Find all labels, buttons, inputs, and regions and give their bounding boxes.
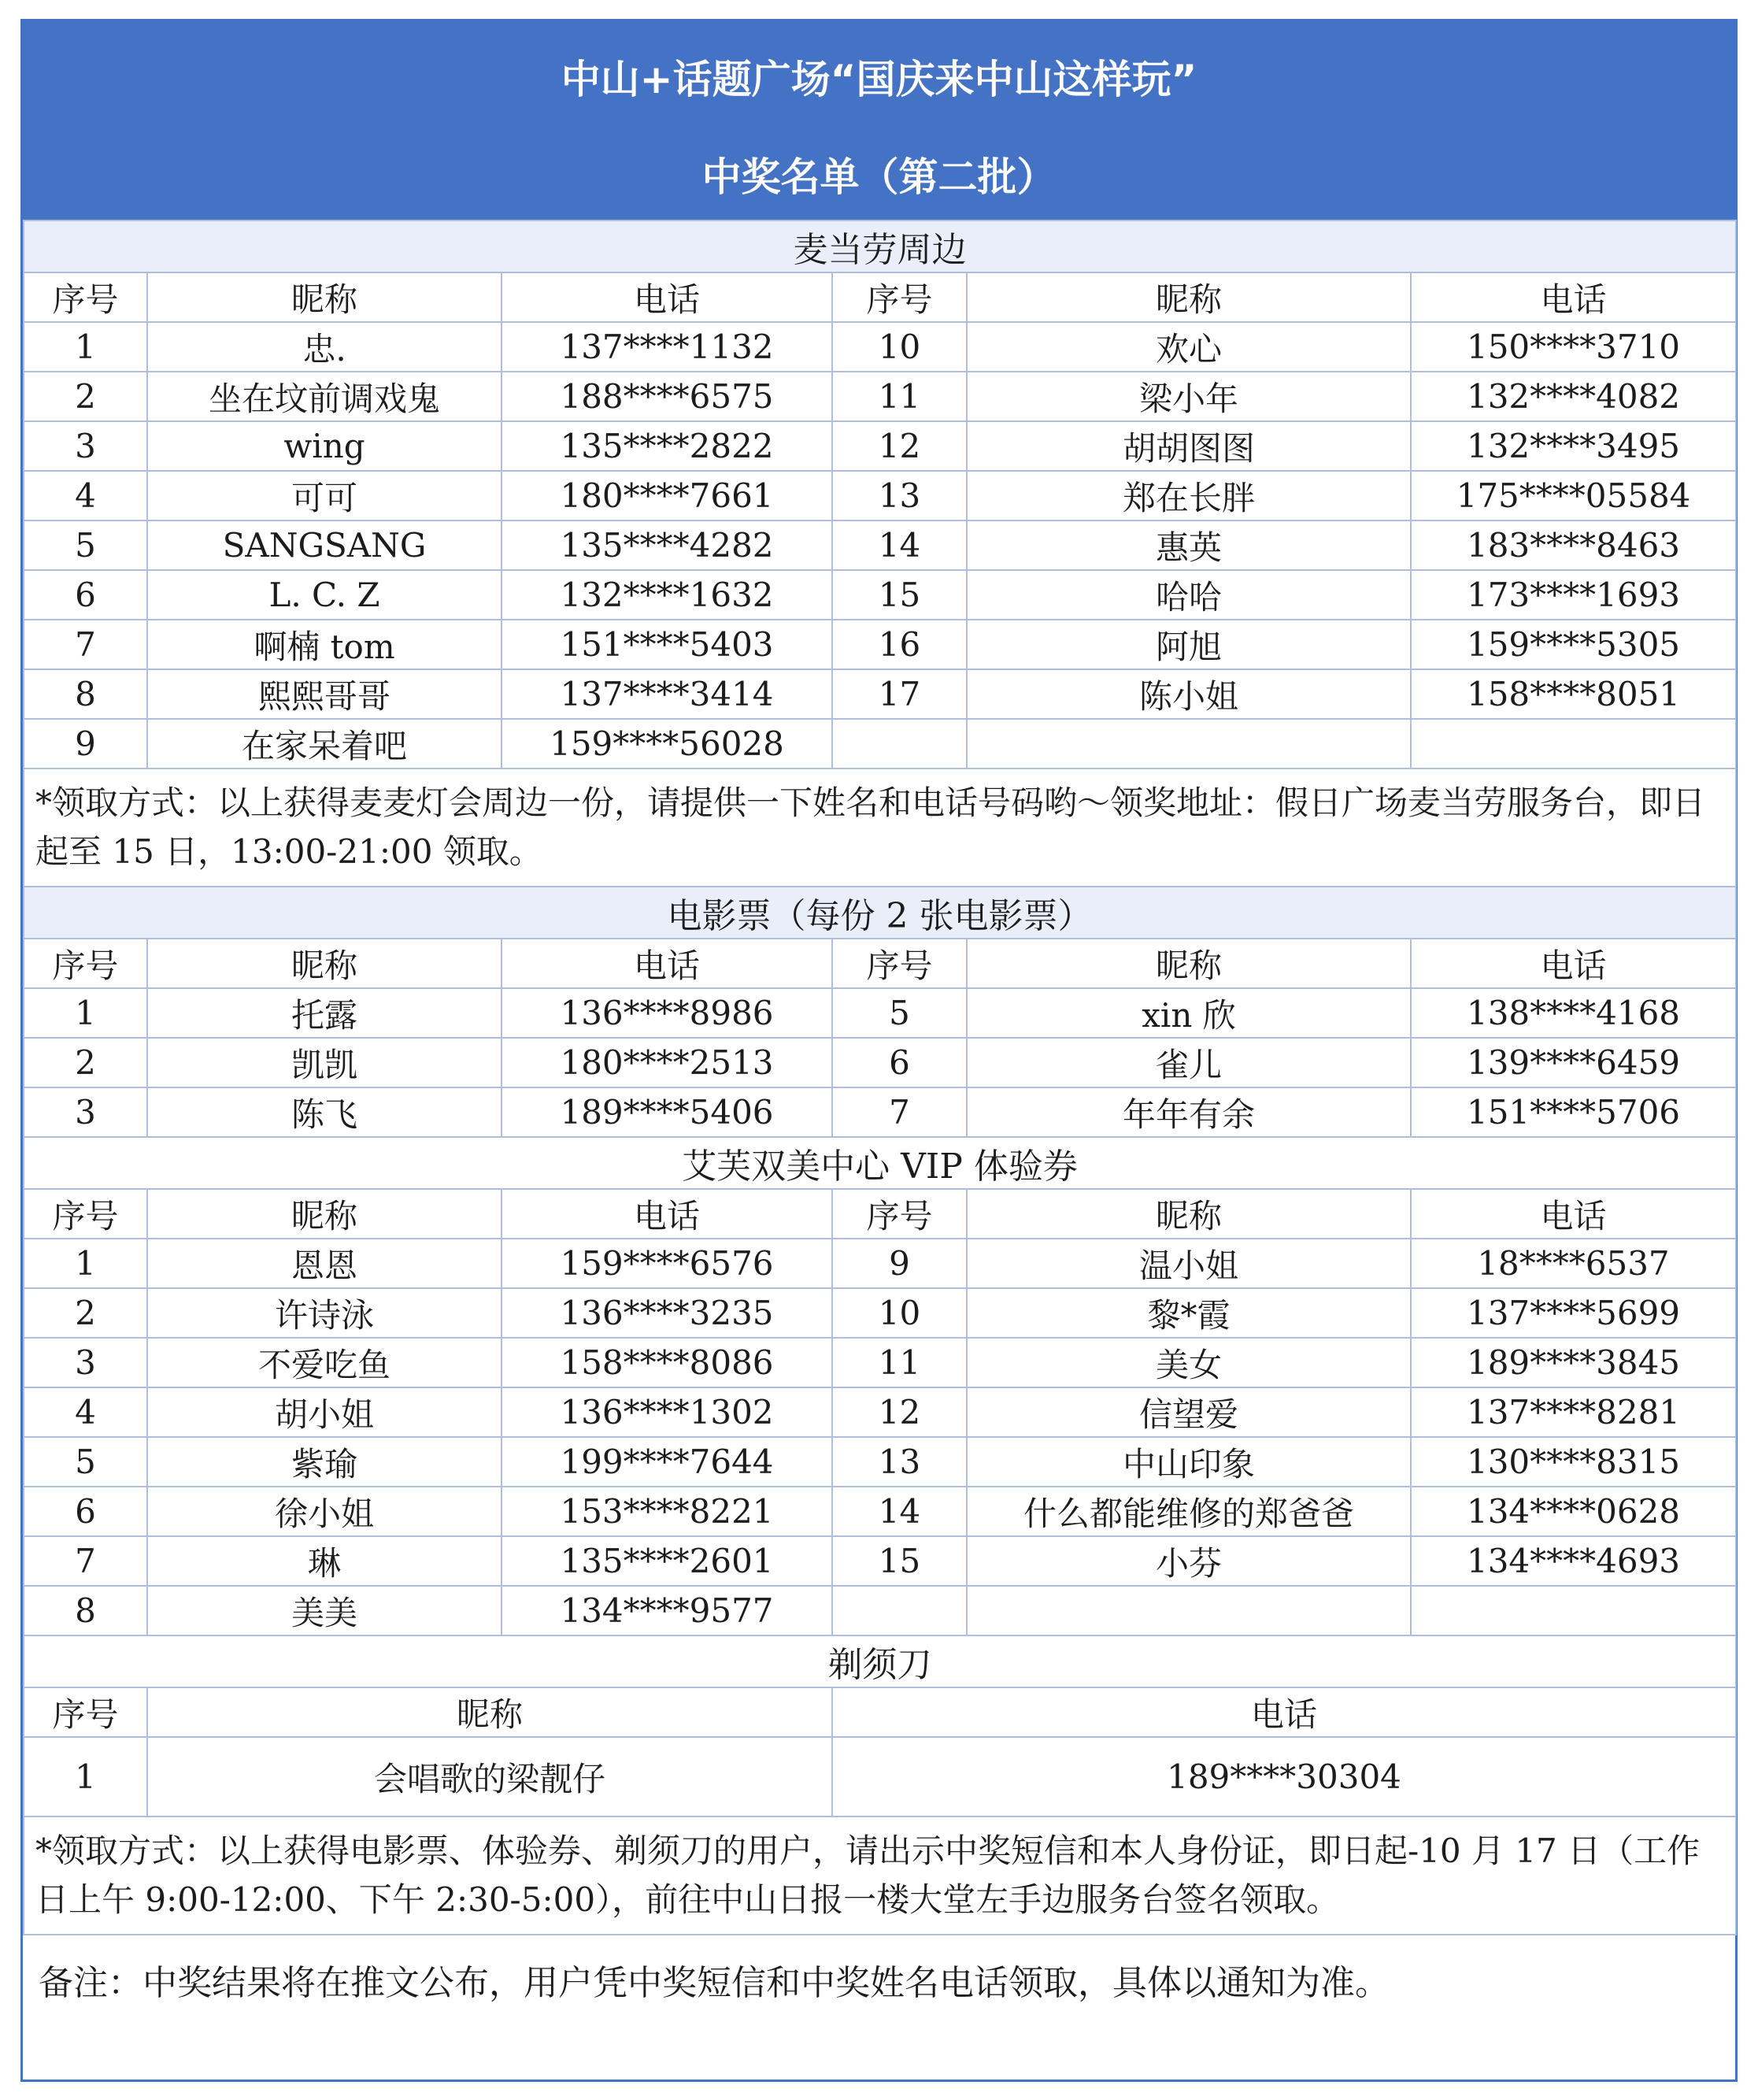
cell-phone: 136****8986 — [501, 988, 832, 1038]
table-row — [24, 1338, 1736, 1387]
cell-phone: 130****8315 — [1411, 1437, 1736, 1487]
table-row — [24, 421, 1736, 471]
table-row — [24, 669, 1736, 719]
cell-nickname: 紫瑜 — [147, 1437, 501, 1487]
section-title-row — [24, 887, 1736, 939]
cell-phone: 137****8281 — [1411, 1387, 1736, 1437]
table-row — [24, 988, 1736, 1038]
cell-nickname — [967, 1586, 1411, 1635]
table-row — [24, 1536, 1736, 1586]
cell-nickname: 琳 — [147, 1536, 501, 1586]
column-header-nickname: 昵称 — [147, 272, 501, 322]
cell-phone — [1411, 719, 1736, 769]
cell-nickname: 许诗泳 — [147, 1288, 501, 1338]
cell-nickname: SANGSANG — [147, 520, 501, 570]
cell-nickname: 阿旭 — [967, 620, 1411, 669]
cell-phone — [1411, 1586, 1736, 1635]
section-title-row — [24, 1635, 1736, 1687]
cell-no: 12 — [832, 421, 967, 471]
cell-phone: 189****3845 — [1411, 1338, 1736, 1387]
column-header-row — [24, 1189, 1736, 1239]
cell-nickname: 胡小姐 — [147, 1387, 501, 1437]
cell-phone: 135****4282 — [501, 520, 832, 570]
cell-phone: 132****3495 — [1411, 421, 1736, 471]
table-row — [24, 1586, 1736, 1635]
cell-phone: 139****6459 — [1411, 1038, 1736, 1087]
cell-no: 7 — [24, 1536, 147, 1586]
title-banner — [23, 21, 1735, 220]
cell-phone: 137****3414 — [501, 669, 832, 719]
cell-no — [832, 719, 967, 769]
footer-remark: 备注：中奖结果将在推文公布，用户凭中奖短信和中奖姓名电话领取，具体以通知为准。 — [39, 1963, 1390, 2003]
cell-phone: 199****7644 — [501, 1437, 832, 1487]
cell-phone: 188****6575 — [501, 372, 832, 421]
cell-nickname: 啊楠 tom — [147, 620, 501, 669]
cell-no: 17 — [832, 669, 967, 719]
table-row — [24, 1038, 1736, 1087]
cell-nickname: 欢心 — [967, 322, 1411, 372]
page-subtitle: 中奖名单（第二批） — [701, 154, 1057, 200]
cell-phone: 151****5706 — [1411, 1087, 1736, 1137]
column-header-phone: 电话 — [832, 1687, 1736, 1737]
cell-phone: 153****8221 — [501, 1487, 832, 1536]
cell-no: 2 — [24, 1038, 147, 1087]
cell-nickname: 陈小姐 — [967, 669, 1411, 719]
cell-no: 8 — [24, 669, 147, 719]
column-header-nickname: 昵称 — [967, 272, 1411, 322]
cell-nickname: 小芬 — [967, 1536, 1411, 1586]
cell-nickname: 陈飞 — [147, 1087, 501, 1137]
cell-no: 7 — [832, 1087, 967, 1137]
cell-no: 9 — [24, 719, 147, 769]
cell-nickname: 郑在长胖 — [967, 471, 1411, 520]
column-header-no: 序号 — [24, 272, 147, 322]
cell-no: 1 — [24, 988, 147, 1038]
cell-no: 11 — [832, 1338, 967, 1387]
cell-phone: 189****5406 — [501, 1087, 832, 1137]
cell-no: 1 — [24, 1737, 147, 1817]
table-row — [24, 719, 1736, 769]
column-header-nickname: 昵称 — [967, 1189, 1411, 1239]
section-title: 电影票（每份 2 张电影票） — [24, 887, 1736, 939]
claim-note: *领取方式：以上获得麦麦灯会周边一份，请提供一下姓名和电话号码哟～领奖地址：假日广场麦当劳服务台，即日起至 15 日，13:00-21:00 领取。 — [24, 769, 1736, 887]
table-row — [24, 1288, 1736, 1338]
cell-nickname: 哈哈 — [967, 570, 1411, 620]
section-title-row — [24, 220, 1736, 272]
cell-nickname: 熙熙哥哥 — [147, 669, 501, 719]
cell-phone: 183****8463 — [1411, 520, 1736, 570]
column-header-row — [24, 1687, 1736, 1737]
cell-phone: 159****6576 — [501, 1239, 832, 1288]
table-row — [24, 1087, 1736, 1137]
cell-phone: 159****56028 — [501, 719, 832, 769]
cell-nickname: 可可 — [147, 471, 501, 520]
section-title: 麦当劳周边 — [24, 220, 1736, 272]
winners-table — [23, 220, 1737, 1935]
column-header-nickname: 昵称 — [147, 939, 501, 988]
cell-nickname: 中山印象 — [967, 1437, 1411, 1487]
cell-nickname: 会唱歌的梁靓仔 — [147, 1737, 832, 1817]
cell-no: 7 — [24, 620, 147, 669]
cell-phone: 158****8051 — [1411, 669, 1736, 719]
cell-no: 1 — [24, 1239, 147, 1288]
cell-phone: 135****2601 — [501, 1536, 832, 1586]
cell-no: 3 — [24, 421, 147, 471]
cell-no: 8 — [24, 1586, 147, 1635]
cell-phone: 18****6537 — [1411, 1239, 1736, 1288]
section-title: 艾芙双美中心 VIP 体验券 — [24, 1137, 1736, 1189]
cell-nickname: 温小姐 — [967, 1239, 1411, 1288]
cell-phone: 137****5699 — [1411, 1288, 1736, 1338]
cell-nickname — [967, 719, 1411, 769]
cell-phone: 135****2822 — [501, 421, 832, 471]
table-row — [24, 570, 1736, 620]
cell-phone: 158****8086 — [501, 1338, 832, 1387]
cell-no: 3 — [24, 1338, 147, 1387]
cell-nickname: 托露 — [147, 988, 501, 1038]
table-row — [24, 620, 1736, 669]
cell-no: 1 — [24, 322, 147, 372]
cell-no: 3 — [24, 1087, 147, 1137]
cell-phone: 189****30304 — [832, 1737, 1736, 1817]
cell-nickname: 凯凯 — [147, 1038, 501, 1087]
cell-phone: 159****5305 — [1411, 620, 1736, 669]
column-header-phone: 电话 — [1411, 272, 1736, 322]
cell-phone: 151****5403 — [501, 620, 832, 669]
cell-no: 5 — [24, 520, 147, 570]
cell-no: 4 — [24, 1387, 147, 1437]
cell-phone: 134****9577 — [501, 1586, 832, 1635]
column-header-phone: 电话 — [501, 1189, 832, 1239]
cell-no: 14 — [832, 520, 967, 570]
table-row — [24, 372, 1736, 421]
cell-no: 10 — [832, 1288, 967, 1338]
cell-no: 4 — [24, 471, 147, 520]
cell-nickname: 徐小姐 — [147, 1487, 501, 1536]
cell-nickname: 信望爱 — [967, 1387, 1411, 1437]
column-header-nickname: 昵称 — [147, 1687, 832, 1737]
cell-nickname: 雀儿 — [967, 1038, 1411, 1087]
cell-phone: 173****1693 — [1411, 570, 1736, 620]
cell-phone: 134****0628 — [1411, 1487, 1736, 1536]
cell-nickname: 忠. — [147, 322, 501, 372]
column-header-nickname: 昵称 — [967, 939, 1411, 988]
page-title: 中山+话题广场“国庆来中山这样玩” — [561, 57, 1197, 102]
cell-no: 2 — [24, 1288, 147, 1338]
table-row — [24, 1387, 1736, 1437]
cell-phone: 137****1132 — [501, 322, 832, 372]
cell-no: 16 — [832, 620, 967, 669]
cell-phone: 136****1302 — [501, 1387, 832, 1437]
cell-no: 13 — [832, 471, 967, 520]
cell-no: 9 — [832, 1239, 967, 1288]
section-title-row — [24, 1137, 1736, 1189]
cell-nickname: 恩恩 — [147, 1239, 501, 1288]
cell-nickname: 美美 — [147, 1586, 501, 1635]
cell-no: 15 — [832, 570, 967, 620]
column-header-no: 序号 — [832, 1189, 967, 1239]
column-header-no: 序号 — [24, 1687, 147, 1737]
table-row — [24, 1487, 1736, 1536]
table-row — [24, 1437, 1736, 1487]
column-header-phone: 电话 — [1411, 1189, 1736, 1239]
cell-no: 5 — [832, 988, 967, 1038]
cell-nickname: xin 欣 — [967, 988, 1411, 1038]
cell-nickname: 在家呆着吧 — [147, 719, 501, 769]
cell-no: 6 — [832, 1038, 967, 1087]
cell-nickname: 胡胡图图 — [967, 421, 1411, 471]
cell-nickname: L. C. Z — [147, 570, 501, 620]
table-row — [24, 471, 1736, 520]
column-header-no: 序号 — [832, 939, 967, 988]
column-header-phone: 电话 — [501, 272, 832, 322]
cell-phone: 180****7661 — [501, 471, 832, 520]
cell-phone: 132****4082 — [1411, 372, 1736, 421]
cell-nickname: 美女 — [967, 1338, 1411, 1387]
cell-nickname: 梁小年 — [967, 372, 1411, 421]
section-title: 剃须刀 — [24, 1635, 1736, 1687]
cell-nickname: 惠英 — [967, 520, 1411, 570]
cell-phone: 136****3235 — [501, 1288, 832, 1338]
cell-no: 13 — [832, 1437, 967, 1487]
cell-no: 2 — [24, 372, 147, 421]
prize-list-sheet — [20, 19, 1738, 2082]
claim-note-row — [24, 1817, 1736, 1935]
cell-nickname: 什么都能维修的郑爸爸 — [967, 1487, 1411, 1536]
column-header-no: 序号 — [24, 939, 147, 988]
table-row — [24, 1239, 1736, 1288]
column-header-phone: 电话 — [1411, 939, 1736, 988]
cell-nickname: 坐在坟前调戏鬼 — [147, 372, 501, 421]
claim-note: *领取方式：以上获得电影票、体验券、剃须刀的用户，请出示中奖短信和本人身份证，即日起-10 月 17 日（工作日上午 9:00-12:00、下午 2:30-5:00），前往中山日报一楼大堂左手边服务台签名领取。 — [24, 1817, 1736, 1935]
column-header-row — [24, 272, 1736, 322]
cell-phone: 150****3710 — [1411, 322, 1736, 372]
cell-nickname: 不爱吃鱼 — [147, 1338, 501, 1387]
cell-phone: 132****1632 — [501, 570, 832, 620]
column-header-no: 序号 — [832, 272, 967, 322]
cell-no: 14 — [832, 1487, 967, 1536]
cell-no: 6 — [24, 570, 147, 620]
cell-no: 12 — [832, 1387, 967, 1437]
cell-nickname: wing — [147, 421, 501, 471]
claim-note-row — [24, 769, 1736, 887]
cell-no: 15 — [832, 1536, 967, 1586]
column-header-row — [24, 939, 1736, 988]
table-row — [24, 322, 1736, 372]
table-row — [24, 1737, 1736, 1817]
cell-no: 5 — [24, 1437, 147, 1487]
cell-phone: 134****4693 — [1411, 1536, 1736, 1586]
column-header-nickname: 昵称 — [147, 1189, 501, 1239]
cell-phone: 180****2513 — [501, 1038, 832, 1087]
cell-no: 6 — [24, 1487, 147, 1536]
column-header-phone: 电话 — [501, 939, 832, 988]
cell-no — [832, 1586, 967, 1635]
cell-nickname: 年年有余 — [967, 1087, 1411, 1137]
cell-phone: 138****4168 — [1411, 988, 1736, 1038]
cell-nickname: 黎*霞 — [967, 1288, 1411, 1338]
column-header-no: 序号 — [24, 1189, 147, 1239]
cell-no: 11 — [832, 372, 967, 421]
cell-no: 10 — [832, 322, 967, 372]
cell-phone: 175****05584 — [1411, 471, 1736, 520]
table-row — [24, 520, 1736, 570]
